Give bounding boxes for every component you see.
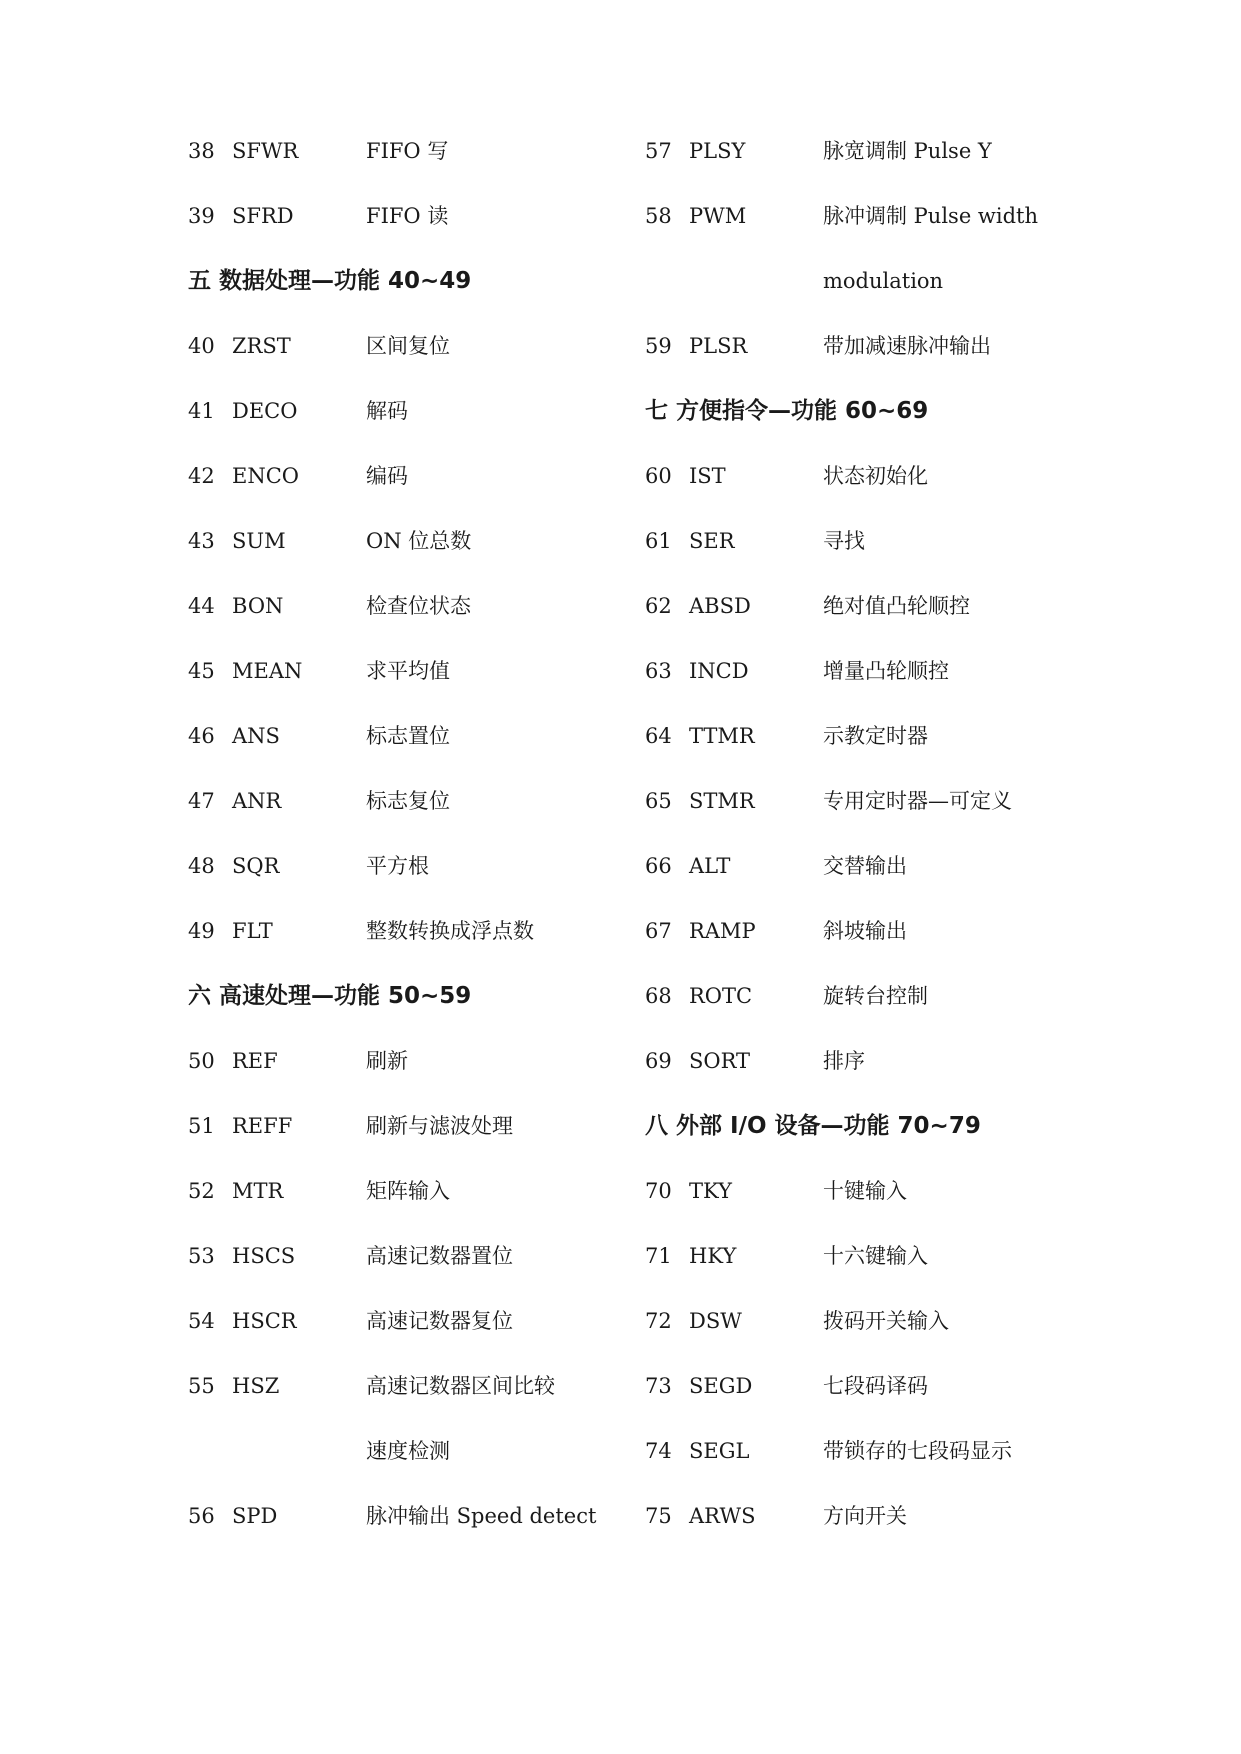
instruction-number: 47 [188,789,215,813]
instruction-description: 求平均值 [366,659,450,683]
instruction-code: PWM [689,204,747,228]
instruction-row [188,591,658,656]
instruction-row [645,721,1115,786]
instruction-code: FLT [232,919,273,943]
section-heading: 八 外部 I/O 设备—功能 70~79 [645,1113,981,1139]
instruction-description: 带加减速脉冲输出 [823,334,991,358]
instruction-description: 带锁存的七段码显示 [823,1439,1012,1463]
instruction-code: MTR [232,1179,284,1203]
instruction-description: 方向开关 [823,1504,907,1528]
instruction-description: 十键输入 [823,1179,907,1203]
instruction-description: 旋转台控制 [823,984,928,1008]
instruction-code: SFWR [232,139,299,163]
instruction-description: 拨码开关输入 [823,1309,949,1333]
right-column [645,136,1115,1566]
instruction-number: 55 [188,1374,215,1398]
instruction-code: SQR [232,854,280,878]
instruction-description: 排序 [823,1049,865,1073]
instruction-number: 48 [188,854,215,878]
instruction-row [188,136,658,201]
instruction-row [188,1176,658,1241]
instruction-description: 专用定时器—可定义 [823,789,1012,813]
instruction-code: SER [689,529,735,553]
instruction-code: SUM [232,529,286,553]
instruction-code: TTMR [689,724,755,748]
instruction-row [188,1241,658,1306]
instruction-row [645,1436,1115,1501]
instruction-number: 65 [645,789,672,813]
instruction-description: 示教定时器 [823,724,928,748]
instruction-number: 71 [645,1244,672,1268]
instruction-row [645,851,1115,916]
instruction-number: 41 [188,399,215,423]
instruction-description: 脉冲输出 Speed detect [366,1504,597,1528]
instruction-code: DSW [689,1309,742,1333]
instruction-number: 74 [645,1439,672,1463]
instruction-description: 脉宽调制 Pulse Y [823,139,992,163]
instruction-number: 61 [645,529,672,553]
instruction-row [188,1501,658,1566]
instruction-code: SFRD [232,204,294,228]
instruction-description: 标志复位 [366,789,450,813]
instruction-number: 64 [645,724,672,748]
instruction-description: 编码 [366,464,408,488]
instruction-description: 脉冲调制 Pulse width [823,204,1039,228]
instruction-number: 75 [645,1504,672,1528]
instruction-row [645,201,1115,266]
instruction-number: 68 [645,984,672,1008]
instruction-number: 57 [645,139,672,163]
instruction-code: ENCO [232,464,299,488]
instruction-number: 72 [645,1309,672,1333]
instruction-row [188,331,658,396]
instruction-row [645,266,1115,331]
instruction-code: SORT [689,1049,751,1073]
instruction-description: 十六键输入 [823,1244,928,1268]
instruction-code: HSCS [232,1244,296,1268]
instruction-number: 67 [645,919,672,943]
instruction-description: 刷新与滤波处理 [366,1114,513,1138]
instruction-code: ALT [689,854,731,878]
section-heading: 六 高速处理—功能 50~59 [188,983,472,1009]
instruction-number: 42 [188,464,215,488]
instruction-number: 44 [188,594,215,618]
instruction-description: 整数转换成浮点数 [366,919,534,943]
instruction-number: 70 [645,1179,672,1203]
instruction-number: 43 [188,529,215,553]
instruction-description: 斜坡输出 [823,919,907,943]
instruction-code: HSZ [232,1374,280,1398]
instruction-code: ANR [232,789,282,813]
instruction-number: 38 [188,139,215,163]
instruction-number: 59 [645,334,672,358]
instruction-code: TKY [689,1179,732,1203]
instruction-row [645,1046,1115,1111]
instruction-row [188,1436,658,1501]
instruction-number: 46 [188,724,215,748]
instruction-description: 高速记数器复位 [366,1309,513,1333]
instruction-description: 交替输出 [823,854,907,878]
instruction-number: 62 [645,594,672,618]
instruction-row [645,1371,1115,1436]
instruction-description: 绝对值凸轮顺控 [823,594,970,618]
instruction-row [645,981,1115,1046]
instruction-row [188,721,658,786]
instruction-row [645,1501,1115,1566]
instruction-code: ABSD [689,594,751,618]
instruction-number: 69 [645,1049,672,1073]
instruction-number: 39 [188,204,215,228]
instruction-number: 49 [188,919,215,943]
instruction-code: PLSR [689,334,748,358]
instruction-row [645,656,1115,721]
instruction-code: REF [232,1049,278,1073]
instruction-row [645,1176,1115,1241]
instruction-code: DECO [232,399,298,423]
instruction-row [645,1241,1115,1306]
instruction-description: 区间复位 [366,334,450,358]
instruction-code: HSCR [232,1309,297,1333]
instruction-row [645,786,1115,851]
instruction-description: 速度检测 [366,1439,450,1463]
instruction-code: MEAN [232,659,303,683]
instruction-row [188,396,658,461]
instruction-number: 63 [645,659,672,683]
instruction-code: SPD [232,1504,278,1528]
instruction-row [188,201,658,266]
instruction-description: 矩阵输入 [366,1179,450,1203]
instruction-row [188,851,658,916]
instruction-number: 54 [188,1309,215,1333]
instruction-description: 七段码译码 [823,1374,928,1398]
instruction-row [188,1371,658,1436]
instruction-row [188,1306,658,1371]
instruction-description: 寻找 [823,529,865,553]
instruction-description: 高速记数器区间比较 [366,1374,555,1398]
instruction-description: modulation [823,269,944,293]
instruction-description: FIFO 写 [366,139,449,163]
instruction-code: SEGL [689,1439,750,1463]
instruction-number: 56 [188,1504,215,1528]
instruction-code: ROTC [689,984,753,1008]
instruction-code: REFF [232,1114,293,1138]
instruction-row [188,1111,658,1176]
instruction-row [188,656,658,721]
instruction-code: PLSY [689,139,746,163]
instruction-code: BON [232,594,284,618]
instruction-number: 40 [188,334,215,358]
instruction-row [645,1306,1115,1371]
instruction-description: 状态初始化 [823,464,928,488]
instruction-description: 标志置位 [366,724,450,748]
instruction-row [188,461,658,526]
instruction-row [645,526,1115,591]
instruction-row [188,916,658,981]
left-column [188,136,658,1566]
instruction-code: ZRST [232,334,291,358]
instruction-row [645,591,1115,656]
instruction-row [645,916,1115,981]
instruction-number: 52 [188,1179,215,1203]
instruction-description: 平方根 [366,854,429,878]
instruction-description: FIFO 读 [366,204,449,228]
instruction-row [188,1046,658,1111]
instruction-description: 高速记数器置位 [366,1244,513,1268]
instruction-description: 刷新 [366,1049,408,1073]
instruction-code: ARWS [689,1504,756,1528]
instruction-number: 60 [645,464,672,488]
section-heading: 五 数据处理—功能 40~49 [188,268,472,294]
instruction-row [645,461,1115,526]
instruction-description: 检查位状态 [366,594,471,618]
instruction-description: 增量凸轮顺控 [823,659,949,683]
section-heading: 七 方便指令—功能 60~69 [645,398,929,424]
instruction-code: STMR [689,789,755,813]
instruction-number: 50 [188,1049,215,1073]
instruction-row [188,786,658,851]
instruction-number: 73 [645,1374,672,1398]
instruction-description: 解码 [366,399,408,423]
instruction-row [645,136,1115,201]
instruction-number: 58 [645,204,672,228]
instruction-number: 53 [188,1244,215,1268]
instruction-code: INCD [689,659,749,683]
instruction-number: 51 [188,1114,215,1138]
instruction-code: ANS [232,724,280,748]
instruction-row [188,526,658,591]
instruction-number: 66 [645,854,672,878]
instruction-code: IST [689,464,726,488]
instruction-code: RAMP [689,919,756,943]
instruction-code: HKY [689,1244,737,1268]
instruction-description: ON 位总数 [366,529,472,553]
instruction-code: SEGD [689,1374,753,1398]
instruction-number: 45 [188,659,215,683]
instruction-row [645,331,1115,396]
